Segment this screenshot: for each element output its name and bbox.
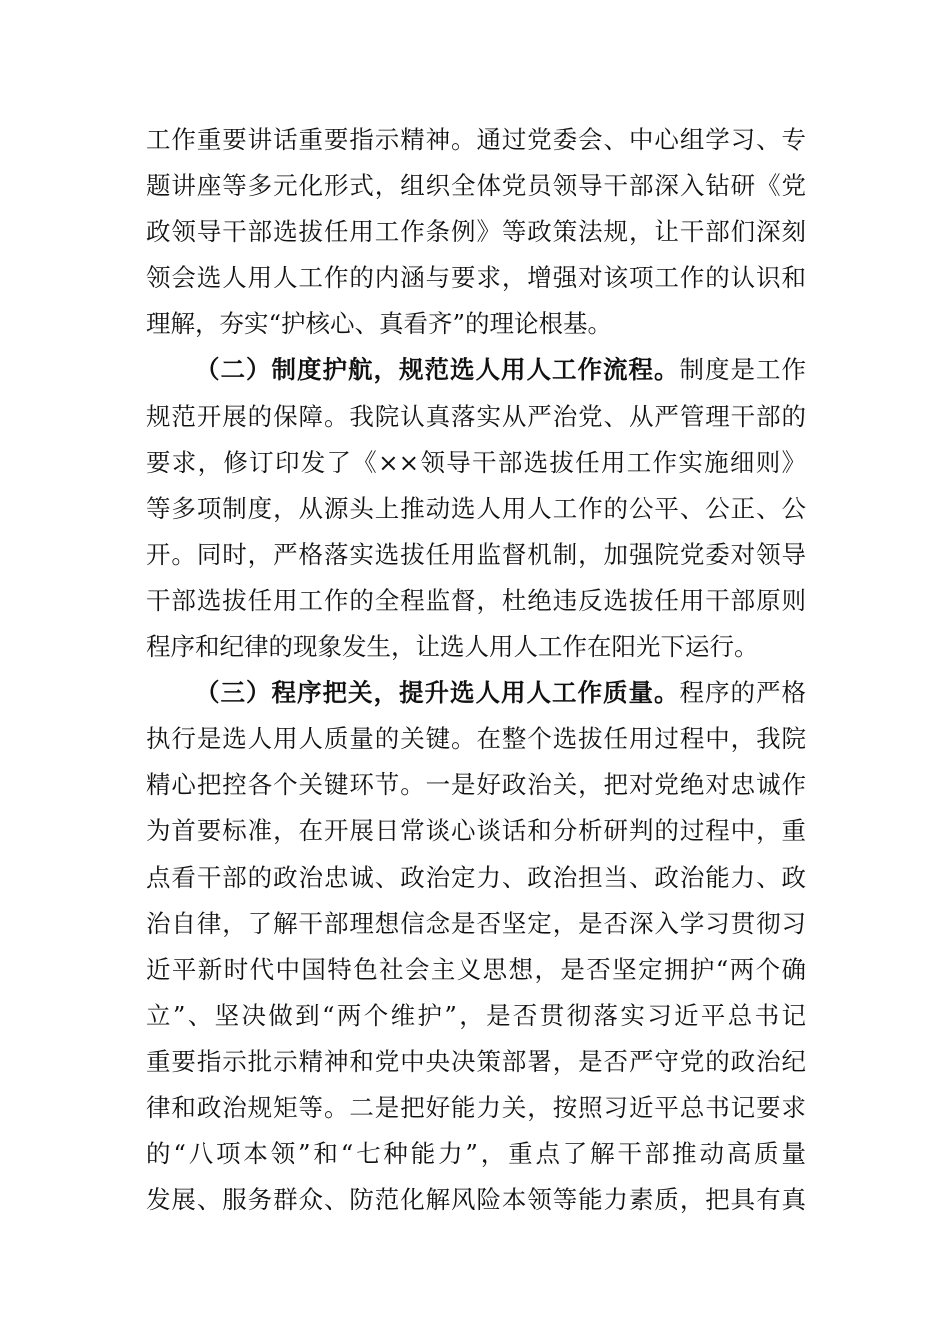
text-line: 干部选拔任用工作的全程监督，杜绝违反选拔任用干部原则 — [146, 585, 806, 615]
text-line: 开。同时，严格落实选拔任用监督机制，加强院党委对领导 — [146, 539, 806, 569]
paragraph-first-line — [146, 347, 806, 393]
text-line: 治自律，了解干部理想信念是否坚定，是否深入学习贯彻习 — [146, 908, 806, 938]
paragraph-1 — [146, 117, 806, 347]
text-line: 精心把控各个关键环节。一是好政治关，把对党绝对忠诚作 — [146, 770, 806, 800]
text-line: 发展、服务群众、防范化解风险本领等能力素质，把具有真 — [146, 1185, 806, 1215]
text-line: 为首要标准，在开展日常谈心谈话和分析研判的过程中，重 — [146, 816, 806, 846]
document-body — [146, 117, 806, 1223]
text-run: 程序的严格 — [679, 678, 806, 708]
text-line: 理解，夯实“护核心、真看齐”的理论根基。 — [146, 309, 613, 339]
text-line: 要求，修订印发了《××领导干部选拔任用工作实施细则》 — [146, 447, 806, 477]
text-line: 重要指示批示精神和党中央决策部署，是否严守党的政治纪 — [146, 1046, 806, 1076]
text-line: 的“八项本领”和“七种能力”，重点了解干部推动高质量 — [146, 1139, 806, 1169]
text-run: 制度是工作 — [679, 355, 806, 385]
text-line: 题讲座等多元化形式，组织全体党员领导干部深入钻研《党 — [146, 171, 806, 201]
text-line: 律和政治规矩等。二是把好能力关，按照习近平总书记要求 — [146, 1092, 806, 1122]
text-line: 执行是选人用人质量的关键。在整个选拔任用过程中，我院 — [146, 724, 806, 754]
text-line: 等多项制度，从源头上推动选人用人工作的公平、公正、公 — [146, 493, 806, 523]
text-line: 点看干部的政治忠诚、政治定力、政治担当、政治能力、政 — [146, 862, 806, 892]
paragraph-2 — [146, 347, 806, 670]
text-line: 工作重要讲话重要指示精神。通过党委会、中心组学习、专 — [146, 125, 806, 154]
text-line: 近平新时代中国特色社会主义思想，是否坚定拥护“两个确 — [146, 954, 806, 984]
text-line: 领会选人用人工作的内涵与要求，增强对该项工作的认识和 — [146, 263, 806, 293]
text-line: 规范开展的保障。我院认真落实从严治党、从严管理干部的 — [146, 401, 806, 431]
paragraph-3 — [146, 670, 806, 1223]
section-heading: （三）程序把关，提升选人用人工作质量。 — [195, 678, 680, 708]
section-heading: （二）制度护航，规范选人用人工作流程。 — [195, 355, 680, 385]
text-line: 程序和纪律的现象发生，让选人用人工作在阳光下运行。 — [146, 632, 759, 662]
paragraph-first-line — [146, 670, 806, 716]
text-line: 立”、坚决做到“两个维护”，是否贯彻落实习近平总书记 — [146, 1000, 806, 1030]
text-line: 政领导干部选拔任用工作条例》等政策法规，让干部们深刻 — [146, 217, 806, 247]
